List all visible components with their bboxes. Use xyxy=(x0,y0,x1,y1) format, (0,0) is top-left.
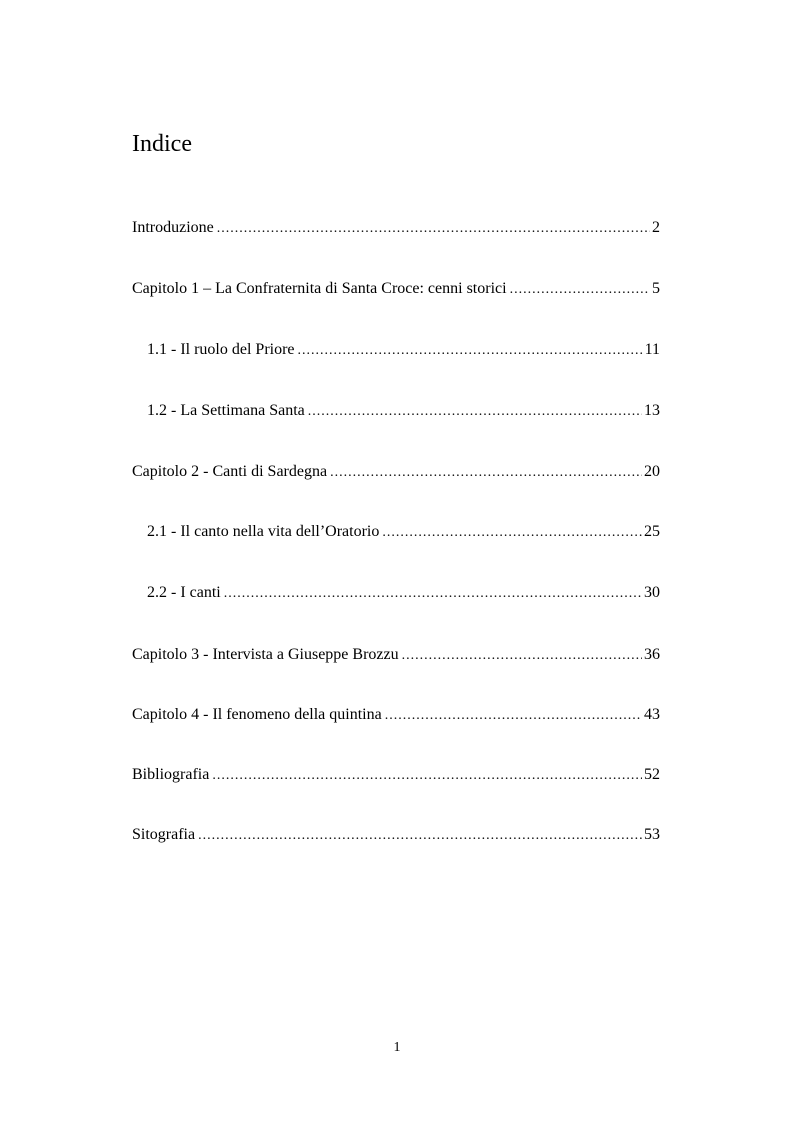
toc-entry-label: 1.1 - Il ruolo del Priore xyxy=(147,341,295,358)
toc-entry-page: 52 xyxy=(644,766,660,783)
toc-entry-label: Capitolo 1 – La Confraternita di Santa Croce: cenni storici xyxy=(132,280,507,297)
page-number: 1 xyxy=(393,1040,401,1055)
dot-leader xyxy=(224,582,642,606)
dot-leader xyxy=(217,217,650,241)
toc-entry-label: Capitolo 4 - Il fenomeno della quintina xyxy=(132,706,382,723)
toc-entry-introduzione[interactable] xyxy=(132,216,660,240)
toc-entry-page: 2 xyxy=(652,219,660,236)
toc-entry-capitolo-2[interactable] xyxy=(132,460,660,484)
toc-entry-label: Bibliografia xyxy=(132,766,210,783)
page-title: Indice xyxy=(132,131,192,157)
dot-leader xyxy=(510,278,650,302)
toc-entry-2-2[interactable] xyxy=(147,581,660,605)
toc-entry-page: 5 xyxy=(652,280,660,297)
dot-leader xyxy=(212,764,642,788)
toc-entry-page: 30 xyxy=(644,584,660,601)
toc-entry-page: 13 xyxy=(644,402,660,419)
dot-leader xyxy=(402,644,642,668)
toc-entry-capitolo-3[interactable] xyxy=(132,643,660,667)
toc-entry-page: 11 xyxy=(644,341,660,358)
toc-entry-label: Capitolo 2 - Canti di Sardegna xyxy=(132,463,328,480)
toc-entry-2-1[interactable] xyxy=(147,520,660,544)
toc-entry-capitolo-1[interactable] xyxy=(132,277,660,301)
toc-entry-page: 20 xyxy=(644,463,660,480)
dot-leader xyxy=(308,400,642,424)
toc-entry-page: 43 xyxy=(644,706,660,723)
toc-entry-1-2[interactable] xyxy=(147,399,660,423)
toc-entry-label: 1.2 - La Settimana Santa xyxy=(147,402,305,419)
dot-leader xyxy=(382,521,642,545)
dot-leader xyxy=(385,704,642,728)
dot-leader xyxy=(198,824,642,848)
dot-leader xyxy=(330,461,642,485)
toc-entry-label: Capitolo 3 - Intervista a Giuseppe Brozzu xyxy=(132,646,399,663)
toc-entry-label: 2.2 - I canti xyxy=(147,584,221,601)
toc-entry-capitolo-4[interactable] xyxy=(132,703,660,727)
toc-entry-label: 2.1 - Il canto nella vita dell’Oratorio xyxy=(147,523,380,540)
toc-entry-page: 53 xyxy=(644,826,660,843)
toc-entry-bibliografia[interactable] xyxy=(132,763,660,787)
toc-entry-1-1[interactable] xyxy=(147,338,660,362)
toc-entry-page: 25 xyxy=(644,523,660,540)
toc-entry-page: 36 xyxy=(644,646,660,663)
toc-entry-sitografia[interactable] xyxy=(132,823,660,847)
dot-leader xyxy=(298,339,643,363)
toc-entry-label: Sitografia xyxy=(132,826,196,843)
toc-entry-label: Introduzione xyxy=(132,219,214,236)
